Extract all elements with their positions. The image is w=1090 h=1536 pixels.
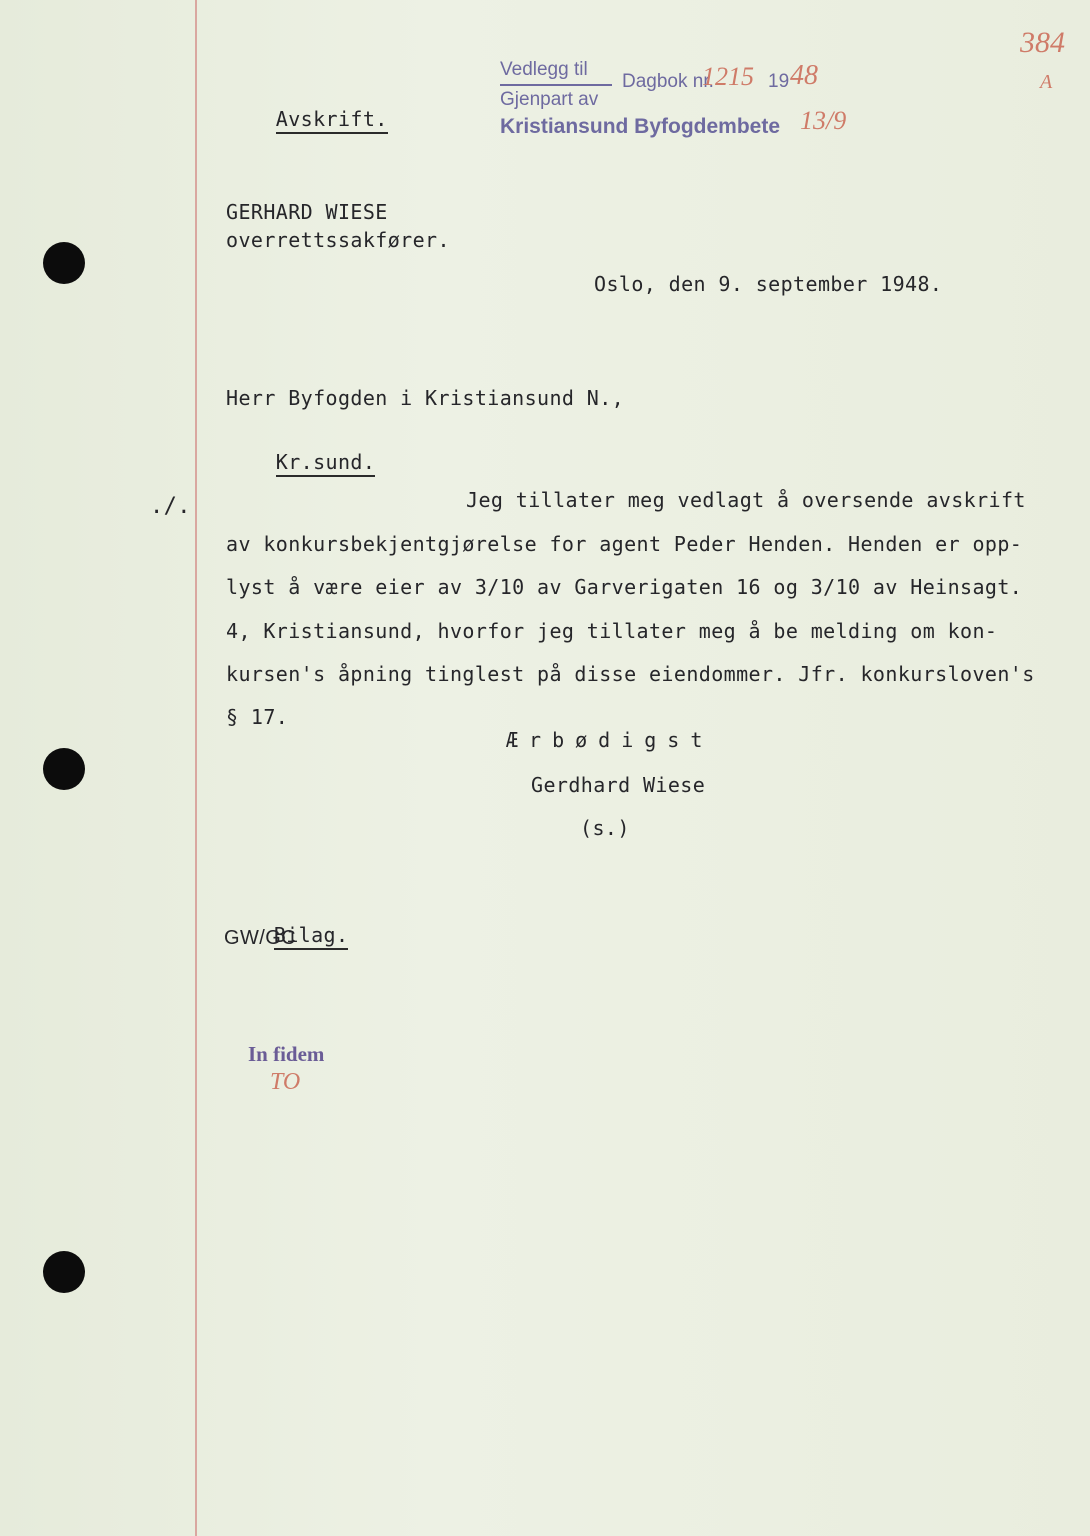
- closing-signed: (s.): [580, 816, 630, 840]
- body-line-6: § 17.: [226, 705, 289, 729]
- body-line-2: av konkursbekjentgjørelse for agent Peder Henden. Henden er opp-: [226, 532, 1023, 556]
- page-mark: A: [1040, 71, 1053, 93]
- recipient-line2: Kr.sund.: [276, 450, 376, 477]
- enclosure-label: Bilag.: [274, 923, 349, 950]
- document-title: Avskrift.: [276, 107, 388, 134]
- stamp-line3: Kristiansund Byfogdembete: [500, 115, 781, 138]
- dateline: Oslo, den 9. september 1948.: [594, 272, 943, 296]
- sender-name: GERHARD WIESE: [226, 200, 388, 224]
- page-number: 384: [1020, 26, 1065, 59]
- punch-hole-bottom: [43, 1251, 85, 1293]
- dagbok-number: 1215: [702, 62, 754, 91]
- stamp-line2: Gjenpart av: [500, 89, 599, 110]
- sender-title: overrettssakfører.: [226, 228, 450, 252]
- recipient-line1: Herr Byfogden i Kristiansund N.,: [226, 386, 625, 410]
- in-fidem-stamp: In fidem: [248, 1042, 325, 1066]
- punch-hole-middle: [43, 748, 85, 790]
- stamp-underline: [500, 84, 612, 86]
- in-fidem-initials: TO: [270, 1069, 301, 1095]
- margin-line: [195, 0, 197, 1536]
- stamp-dagbok-label: Dagbok nr.: [622, 71, 714, 92]
- stamp-year-suffix: 48: [790, 60, 818, 91]
- body-line-4: 4, Kristiansund, hvorfor jeg tillater meg å be melding om kon-: [226, 619, 998, 643]
- punch-hole-top: [43, 242, 85, 284]
- stamp-line1-label: Vedlegg til: [500, 59, 588, 80]
- closing-salutation: Ærbødigst: [506, 728, 714, 752]
- initials: GW/GC: [224, 927, 296, 949]
- body-line-1: Jeg tillater meg vedlagt å oversende avskrift: [466, 488, 1026, 512]
- stamp-year-prefix: 19: [768, 71, 790, 92]
- stamp-date: 13/9: [800, 106, 847, 135]
- body-line-5: kursen's åpning tinglest på disse eiendommer. Jfr. konkursloven's: [226, 662, 1035, 686]
- body-line-3: lyst å være eier av 3/10 av Garverigaten 16 og 3/10 av Heinsagt.: [226, 575, 1023, 599]
- margin-mark: ./.: [150, 494, 191, 519]
- closing-signature: Gerdhard Wiese: [531, 773, 706, 797]
